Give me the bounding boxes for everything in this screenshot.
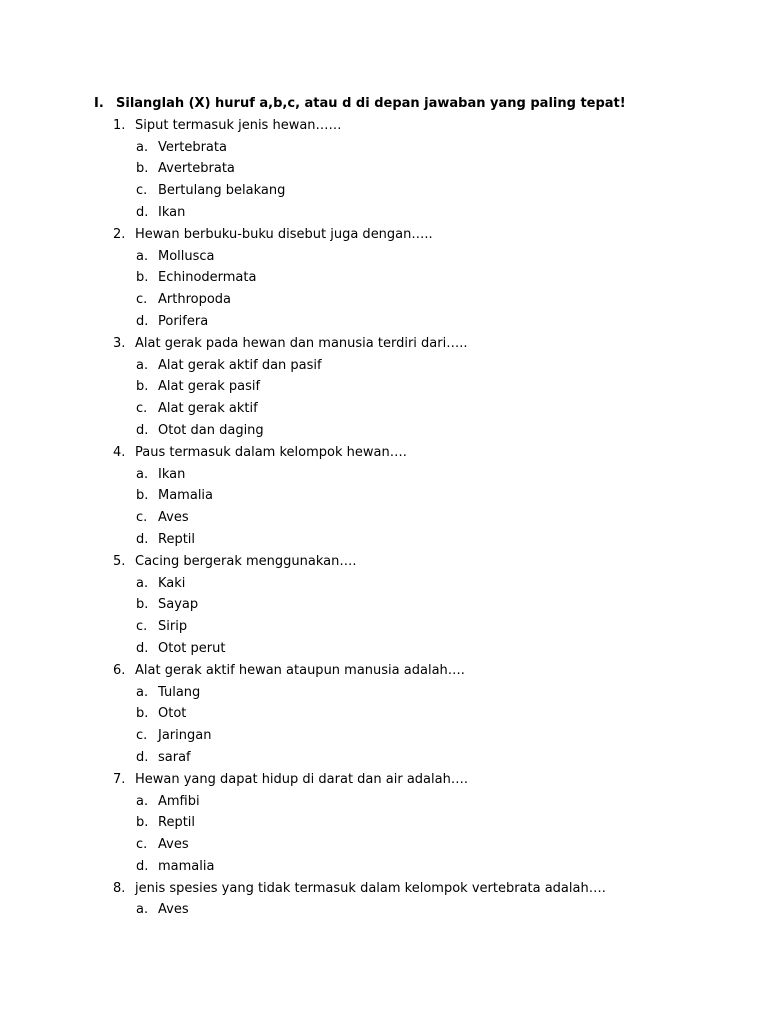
option-text: Alat gerak aktif [158, 401, 258, 417]
option-text: Mamalia [158, 488, 214, 504]
answer-option [0, 376, 768, 398]
option-text: Aves [158, 837, 189, 853]
option-letter: c. [136, 292, 148, 308]
option-letter: b. [136, 488, 149, 504]
answer-option [0, 289, 768, 311]
option-letter: d. [136, 531, 149, 547]
answer-option [0, 725, 768, 747]
option-letter: a. [136, 902, 149, 918]
answer-option [0, 899, 768, 921]
option-letter: a. [136, 684, 149, 700]
section-heading [94, 93, 626, 115]
question-item [0, 551, 768, 573]
answer-option [0, 856, 768, 878]
option-text: Otot [158, 706, 187, 722]
option-letter: b. [136, 815, 149, 831]
answer-option [0, 355, 768, 377]
option-text: Jaringan [158, 728, 212, 744]
option-text: Sayap [158, 597, 199, 613]
answer-option [0, 507, 768, 529]
answer-option [0, 246, 768, 268]
answer-option [0, 791, 768, 813]
option-text: Mollusca [158, 248, 215, 264]
answer-option [0, 573, 768, 595]
question-item [0, 878, 768, 900]
question-text: Siput termasuk jenis hewan…… [135, 117, 342, 133]
option-text: Otot perut [158, 640, 226, 656]
answer-option [0, 311, 768, 333]
answer-option [0, 464, 768, 486]
question-number: 7. [113, 771, 126, 787]
question-number: 3. [113, 335, 126, 351]
question-item [0, 769, 768, 791]
option-text: Otot dan daging [158, 422, 264, 438]
answer-option [0, 267, 768, 289]
option-letter: c. [136, 510, 148, 526]
option-letter: b. [136, 270, 149, 286]
option-letter: d. [136, 640, 149, 656]
question-item [0, 115, 768, 137]
option-text: Bertulang belakang [158, 183, 286, 199]
option-letter: b. [136, 597, 149, 613]
question-list [0, 115, 768, 921]
option-letter: c. [136, 619, 148, 635]
option-text: Ikan [158, 204, 186, 220]
option-text: Reptil [158, 531, 196, 547]
question-text: Alat gerak pada hewan dan manusia terdiri dari….. [135, 335, 468, 351]
option-letter: a. [136, 248, 149, 264]
option-letter: d. [136, 422, 149, 438]
option-letter: b. [136, 379, 149, 395]
option-text: mamalia [158, 858, 215, 874]
answer-option [0, 638, 768, 660]
section-instruction: Silanglah (X) huruf a,b,c, atau d di depan jawaban yang paling tepat! [116, 96, 626, 111]
question-text: Paus termasuk dalam kelompok hewan…. [135, 444, 407, 460]
option-text: Avertebrata [158, 161, 235, 177]
question-text: jenis spesies yang tidak termasuk dalam kelompok vertebrata adalah…. [135, 880, 606, 896]
question-text: Alat gerak aktif hewan ataupun manusia adalah…. [135, 662, 465, 678]
answer-option [0, 834, 768, 856]
option-text: Porifera [158, 313, 209, 329]
option-letter: a. [136, 466, 149, 482]
option-letter: a. [136, 357, 149, 373]
answer-option [0, 529, 768, 551]
question-number: 1. [113, 117, 126, 133]
option-text: Sirip [158, 619, 188, 635]
answer-option [0, 180, 768, 202]
option-text: Aves [158, 902, 189, 918]
answer-option [0, 594, 768, 616]
question-item [0, 333, 768, 355]
option-letter: b. [136, 706, 149, 722]
option-text: Tulang [158, 684, 201, 700]
question-item [0, 660, 768, 682]
answer-option [0, 682, 768, 704]
question-number: 8. [113, 880, 126, 896]
option-text: saraf [158, 749, 191, 765]
section-number: I. [94, 96, 104, 111]
option-text: Kaki [158, 575, 186, 591]
option-letter: c. [136, 837, 148, 853]
answer-option [0, 137, 768, 159]
option-text: Aves [158, 510, 189, 526]
question-number: 6. [113, 662, 126, 678]
option-letter: c. [136, 728, 148, 744]
option-text: Alat gerak aktif dan pasif [158, 357, 322, 373]
question-text: Hewan yang dapat hidup di darat dan air adalah…. [135, 771, 468, 787]
option-text: Reptil [158, 815, 196, 831]
option-letter: c. [136, 401, 148, 417]
answer-option [0, 703, 768, 725]
option-letter: d. [136, 749, 149, 765]
answer-option [0, 616, 768, 638]
option-letter: a. [136, 793, 149, 809]
question-number: 4. [113, 444, 126, 460]
answer-option [0, 485, 768, 507]
question-text: Cacing bergerak menggunakan…. [135, 553, 357, 569]
option-letter: c. [136, 183, 148, 199]
answer-option [0, 747, 768, 769]
option-letter: a. [136, 139, 149, 155]
option-text: Echinodermata [158, 270, 257, 286]
option-text: Amfibi [158, 793, 200, 809]
option-letter: d. [136, 313, 149, 329]
question-item [0, 224, 768, 246]
answer-option [0, 398, 768, 420]
option-text: Ikan [158, 466, 186, 482]
option-letter: d. [136, 858, 149, 874]
option-letter: b. [136, 161, 149, 177]
option-text: Arthropoda [158, 292, 232, 308]
option-letter: d. [136, 204, 149, 220]
answer-option [0, 812, 768, 834]
answer-option [0, 420, 768, 442]
option-text: Alat gerak pasif [158, 379, 261, 395]
option-letter: a. [136, 575, 149, 591]
answer-option [0, 158, 768, 180]
question-number: 2. [113, 226, 126, 242]
answer-option [0, 202, 768, 224]
question-number: 5. [113, 553, 126, 569]
option-text: Vertebrata [158, 139, 227, 155]
question-text: Hewan berbuku-buku disebut juga dengan….. [135, 226, 433, 242]
question-item [0, 442, 768, 464]
